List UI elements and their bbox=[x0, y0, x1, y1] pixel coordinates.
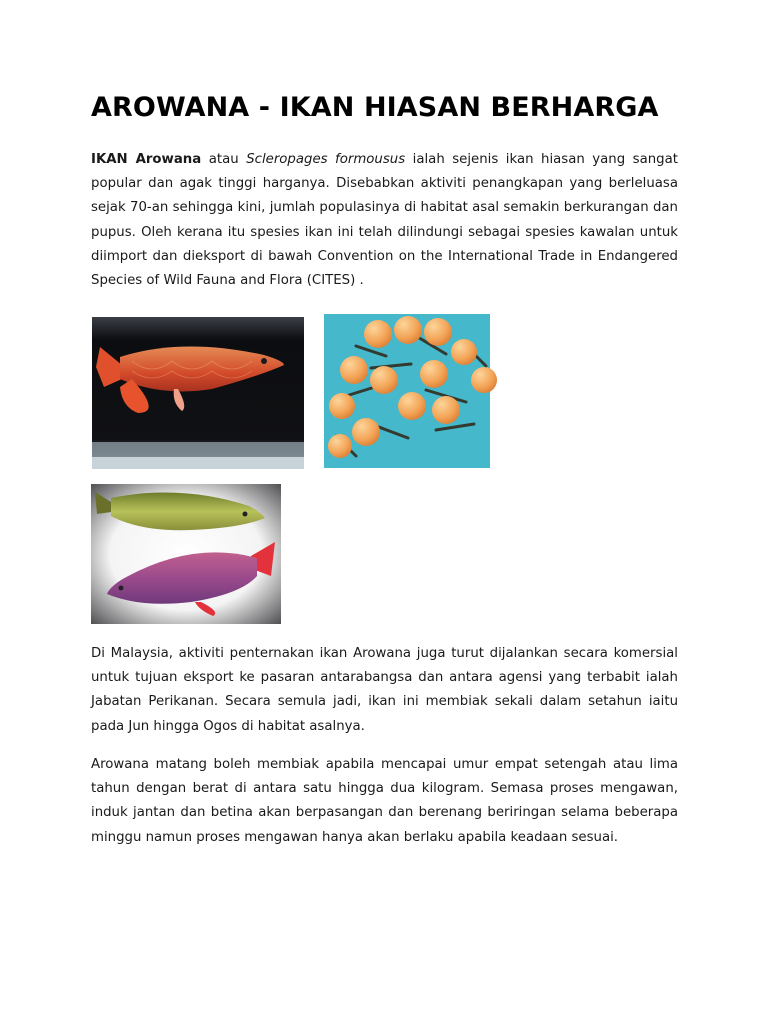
connector-text: atau bbox=[201, 152, 247, 167]
paragraph-breeding: Arowana matang boleh membiak apabila mencapai umur empat setengah atau lima tahun dengan berat di antara satu hingga dua kilogram. Semasa proses mengawan, induk jantan dan betina akan berpasangan dan berenang beriringan selama beberapa minggu namun proses mengawan hanya akan berlaku apabila keadaan sesuai. bbox=[91, 757, 678, 845]
intro-rest: ialah sejenis ikan hiasan yang sangat popular dan agak tinggi harganya. Disebabkan aktiviti penangkapan yang berleluasa sejak 70-an sehingga kini, jumlah populasinya di habitat asal semakin berkurangan dan pupus. Oleh kerana itu spesies ikan ini telah dilindungi sebagai spesies kawalan untuk diimport dan dieksport di bawah Convention on the International Trade in Endangered Species of Wild Fauna and Flora (CITES) . bbox=[91, 152, 678, 289]
scientific-name: Scleropages formousus bbox=[246, 152, 406, 167]
arowana-eggs-fry-photo bbox=[316, 306, 498, 476]
red-arowana-photo bbox=[92, 317, 304, 469]
lead-text: IKAN Arowana bbox=[91, 152, 202, 167]
paragraph-intro bbox=[91, 148, 678, 293]
green-and-red-arowana-photo bbox=[91, 484, 281, 624]
document-title: AROWANA - IKAN HIASAN BERHARGA bbox=[91, 92, 659, 123]
paragraph-malaysia: Di Malaysia, aktiviti penternakan ikan Arowana juga turut dijalankan secara komersial untuk tujuan eksport ke pasaran antarabangsa dan antara agensi yang terbabit ialah Jabatan Perikanan. Secara semula jadi, ikan ini membiak sekali dalam setahun iaitu pada Jun hingga Ogos di habitat asalnya. bbox=[91, 646, 678, 734]
